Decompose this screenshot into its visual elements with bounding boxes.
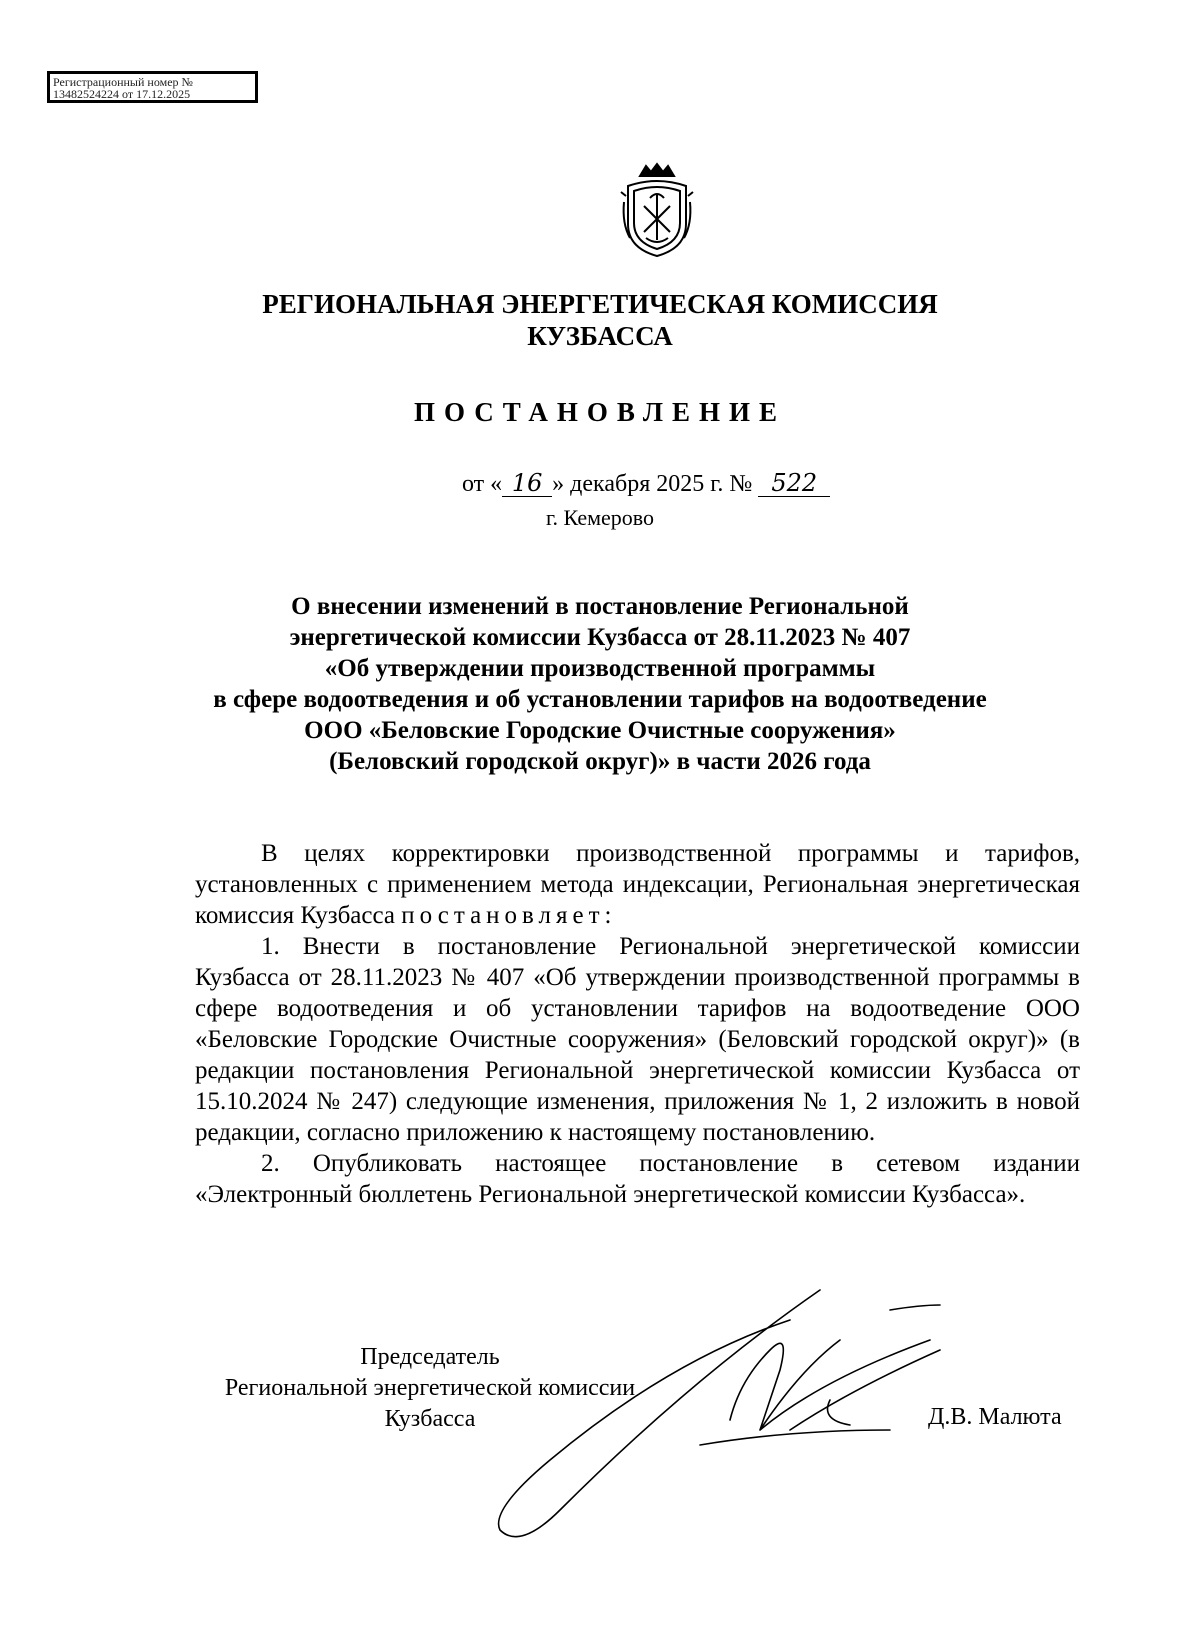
subject-line: в сфере водоотведения и об установлении тарифов на водоотведение	[213, 686, 987, 713]
date-middle: » декабря 2025 г. №	[552, 471, 753, 497]
coat-of-arms-icon	[620, 162, 694, 260]
item-2-paragraph: 2. Опубликовать настоящее постановление в сетевом издании «Электронный бюллетень Региональной энергетической комиссии Кузбасса».	[195, 1150, 1080, 1208]
handwritten-day: 16	[502, 470, 552, 497]
position-line-2: Региональной энергетической комиссии	[224, 1375, 636, 1401]
subject-line: О внесении изменений в постановление Региональной	[291, 593, 909, 620]
document-type-title: ПОСТАНОВЛЕНИЕ	[413, 397, 787, 427]
handwritten-signature-icon	[490, 1280, 990, 1550]
subject-line: «Об утверждении производственной программы	[324, 655, 876, 682]
signer-name: Д.В. Малюта	[928, 1404, 1062, 1430]
position-line-1: Председатель	[360, 1344, 500, 1370]
date-prefix: от «	[462, 471, 503, 497]
intro-text: В целях корректировки производственной программы и тарифов, установленных с применением метода индексации, Региональная энергетическая комиссия Кузбасса	[195, 840, 1080, 929]
document-subject	[175, 591, 1025, 777]
item-1-paragraph: 1. Внести в постановление Региональной энергетической комиссии Кузбасса от 28.11.2023 № 407 «Об утверждении производственной программы в сфере водоотведения и об установлении тарифов на водоотведение ООО «Беловские Городские Очистные сооружения» (Беловский городской округ)» (в редакции постановления Региональной энергетической комиссии Кузбасса от 15.10.2024 № 247) следующие изменения, приложения № 1, 2 изложить в новой редакции, согласно приложению к настоящему постановлению.	[195, 933, 1080, 1146]
subject-line: ООО «Беловские Городские Очистные сооружения»	[304, 717, 896, 744]
intro-paragraph	[195, 838, 1080, 931]
position-line-3: Кузбасса	[384, 1406, 476, 1432]
date-number-line	[462, 470, 830, 498]
organization-line-1: РЕГИОНАЛЬНАЯ ЭНЕРГЕТИЧЕСКАЯ КОМИССИЯ	[262, 289, 938, 319]
city-line: г. Кемерово	[545, 505, 655, 530]
decree-word: постановляет:	[401, 902, 617, 929]
handwritten-number: 522	[758, 470, 830, 497]
registration-label: Регистрационный номер №	[53, 75, 193, 89]
organization-name	[200, 288, 1000, 352]
registration-number: 13482524224 от 17.12.2025	[53, 87, 191, 101]
organization-line-2: КУЗБАССА	[527, 321, 673, 351]
subject-line: (Беловский городской округ)» в части 2026 года	[329, 748, 871, 775]
subject-line: энергетической комиссии Кузбасса от 28.11.2023 № 407	[289, 624, 911, 651]
registration-stamp	[47, 71, 258, 103]
document-body	[195, 838, 1080, 1210]
